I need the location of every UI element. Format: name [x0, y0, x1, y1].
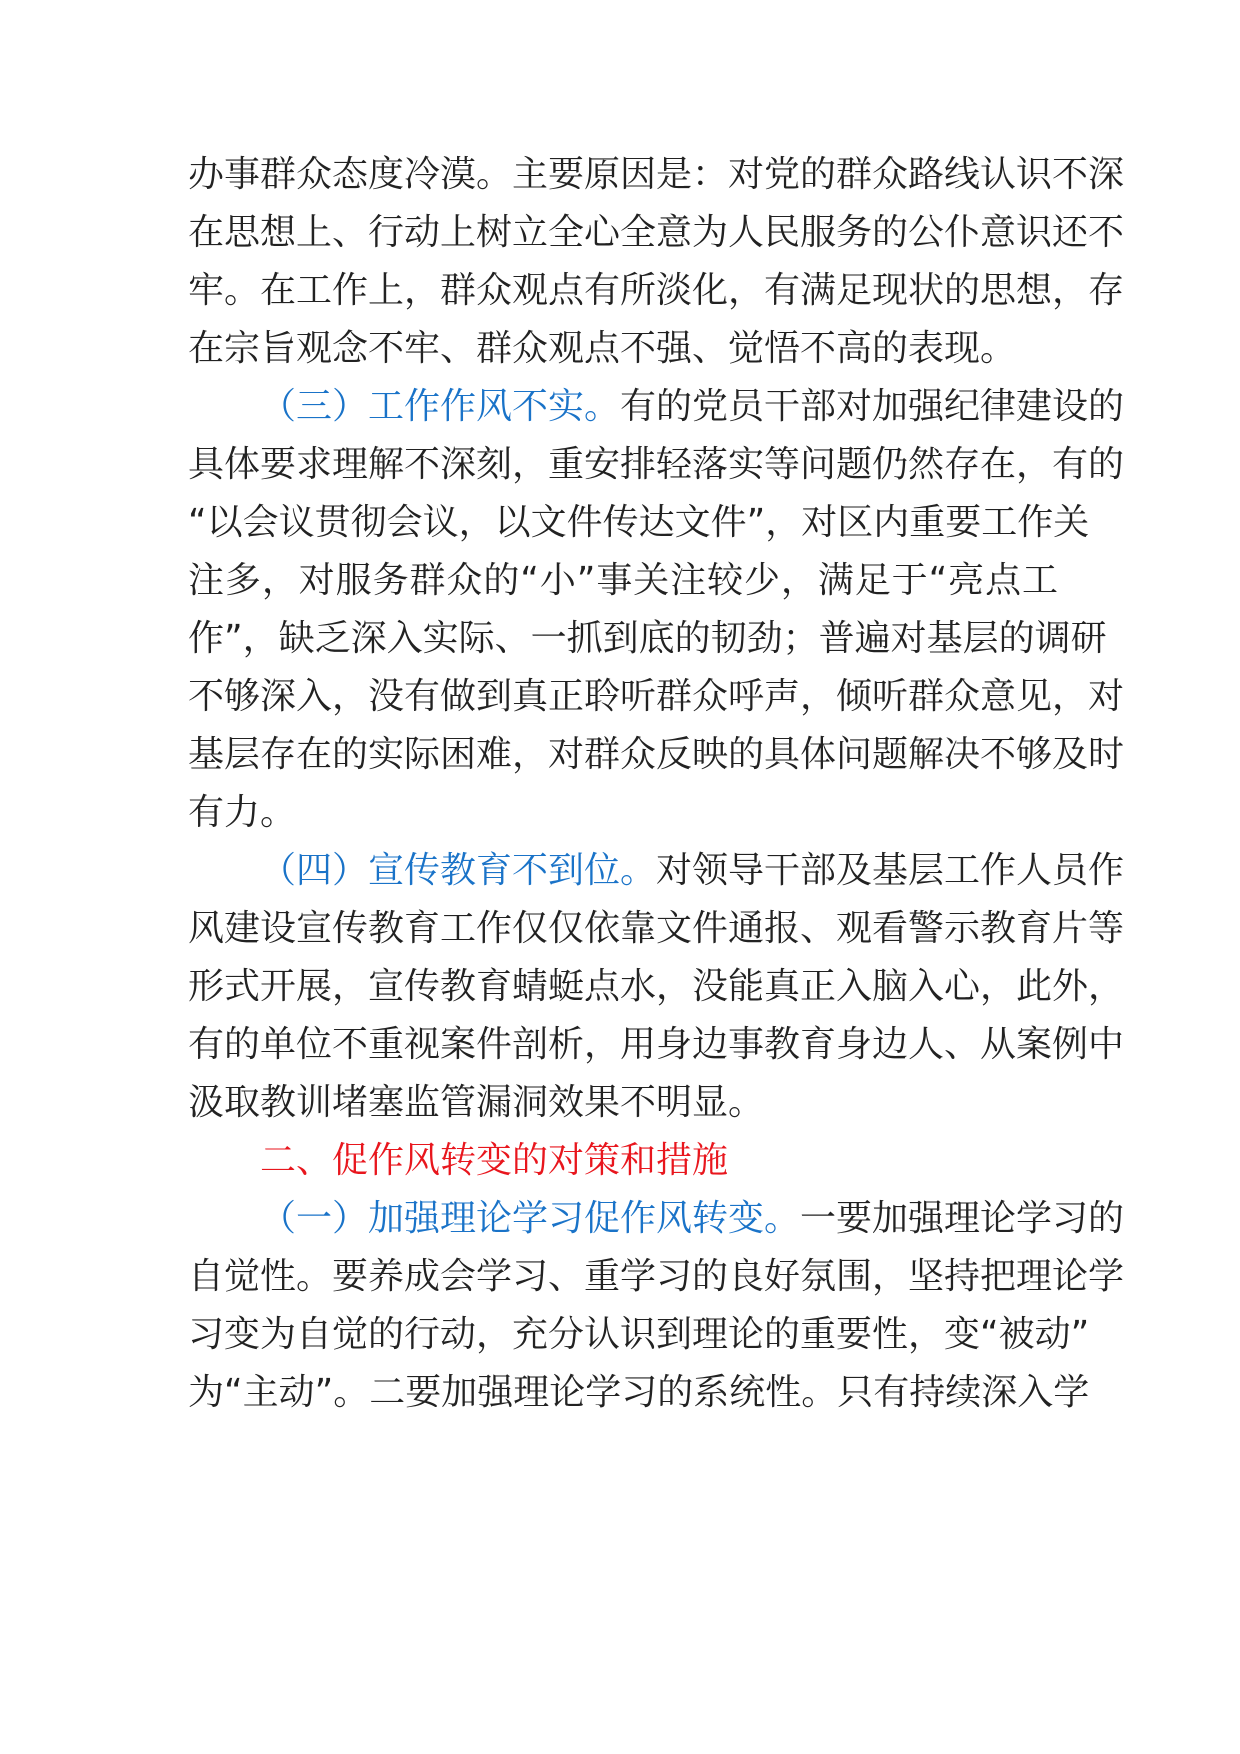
subheading-2-1-text: 一要加强理论学习的 [800, 1198, 1125, 1239]
paragraph-line: 具体要求理解不深刻，重安排轻落实等问题仍然存在，有的 [188, 444, 1125, 485]
paragraph-line: “以会议贯彻会议，以文件传达文件”，对区内重要工作关 [188, 502, 1090, 543]
heading-line-3 [260, 382, 1125, 432]
paragraph-line: 在宗旨观念不牢、群众观点不强、觉悟不高的表现。 [188, 328, 1017, 369]
paragraph-line: 风建设宣传教育工作仅仅依靠文件通报、观看警示教育片等 [188, 908, 1125, 949]
section-heading-2: 二、促作风转变的对策和措施 [260, 1140, 729, 1181]
paragraph-line: 牢。在工作上，群众观点有所淡化，有满足现状的思想，存 [188, 270, 1125, 311]
subheading-4: （四）宣传教育不到位。 [260, 850, 657, 891]
subheading-3: （三）工作作风不实。 [260, 386, 621, 427]
heading-line-4 [260, 846, 1125, 896]
paragraph-line: 不够深入，没有做到真正聆听群众呼声，倾听群众意见，对 [188, 676, 1125, 717]
paragraph-line: 形式开展，宣传教育蜻蜓点水，没能真正入脑入心，此外， [188, 966, 1125, 1007]
heading-line-2-1 [260, 1194, 1125, 1244]
paragraph-line: 汲取教训堵塞监管漏洞效果不明显。 [188, 1082, 765, 1123]
subheading-2-1: （一）加强理论学习促作风转变。 [260, 1198, 801, 1239]
subheading-3-text: 有的党员干部对加强纪律建设的 [620, 386, 1125, 427]
paragraph-line: 有的单位不重视案件剖析，用身边事教育身边人、从案例中 [188, 1024, 1125, 1065]
paragraph-line: 基层存在的实际困难，对群众反映的具体问题解决不够及时 [188, 734, 1125, 775]
paragraph-line: 习变为自觉的行动，充分认识到理论的重要性，变“被动” [188, 1314, 1090, 1355]
paragraph-line: 有力。 [188, 792, 297, 833]
paragraph-line: 为“主动”。二要加强理论学习的系统性。只有持续深入学 [188, 1372, 1090, 1413]
subheading-4-text: 对领导干部及基层工作人员作 [656, 850, 1125, 891]
paragraph-line: 自觉性。要养成会学习、重学习的良好氛围，坚持把理论学 [188, 1256, 1125, 1297]
paragraph-line: 作”，缺乏深入实际、一抓到底的韧劲；普遍对基层的调研 [188, 618, 1107, 659]
paragraph-line: 办事群众态度冷漠。主要原因是：对党的群众路线认识不深 [188, 154, 1125, 195]
paragraph-line: 在思想上、行动上树立全心全意为人民服务的公仆意识还不 [188, 212, 1125, 253]
paragraph-line: 注多，对服务群众的“小”事关注较少，满足于“亮点工 [188, 560, 1058, 601]
